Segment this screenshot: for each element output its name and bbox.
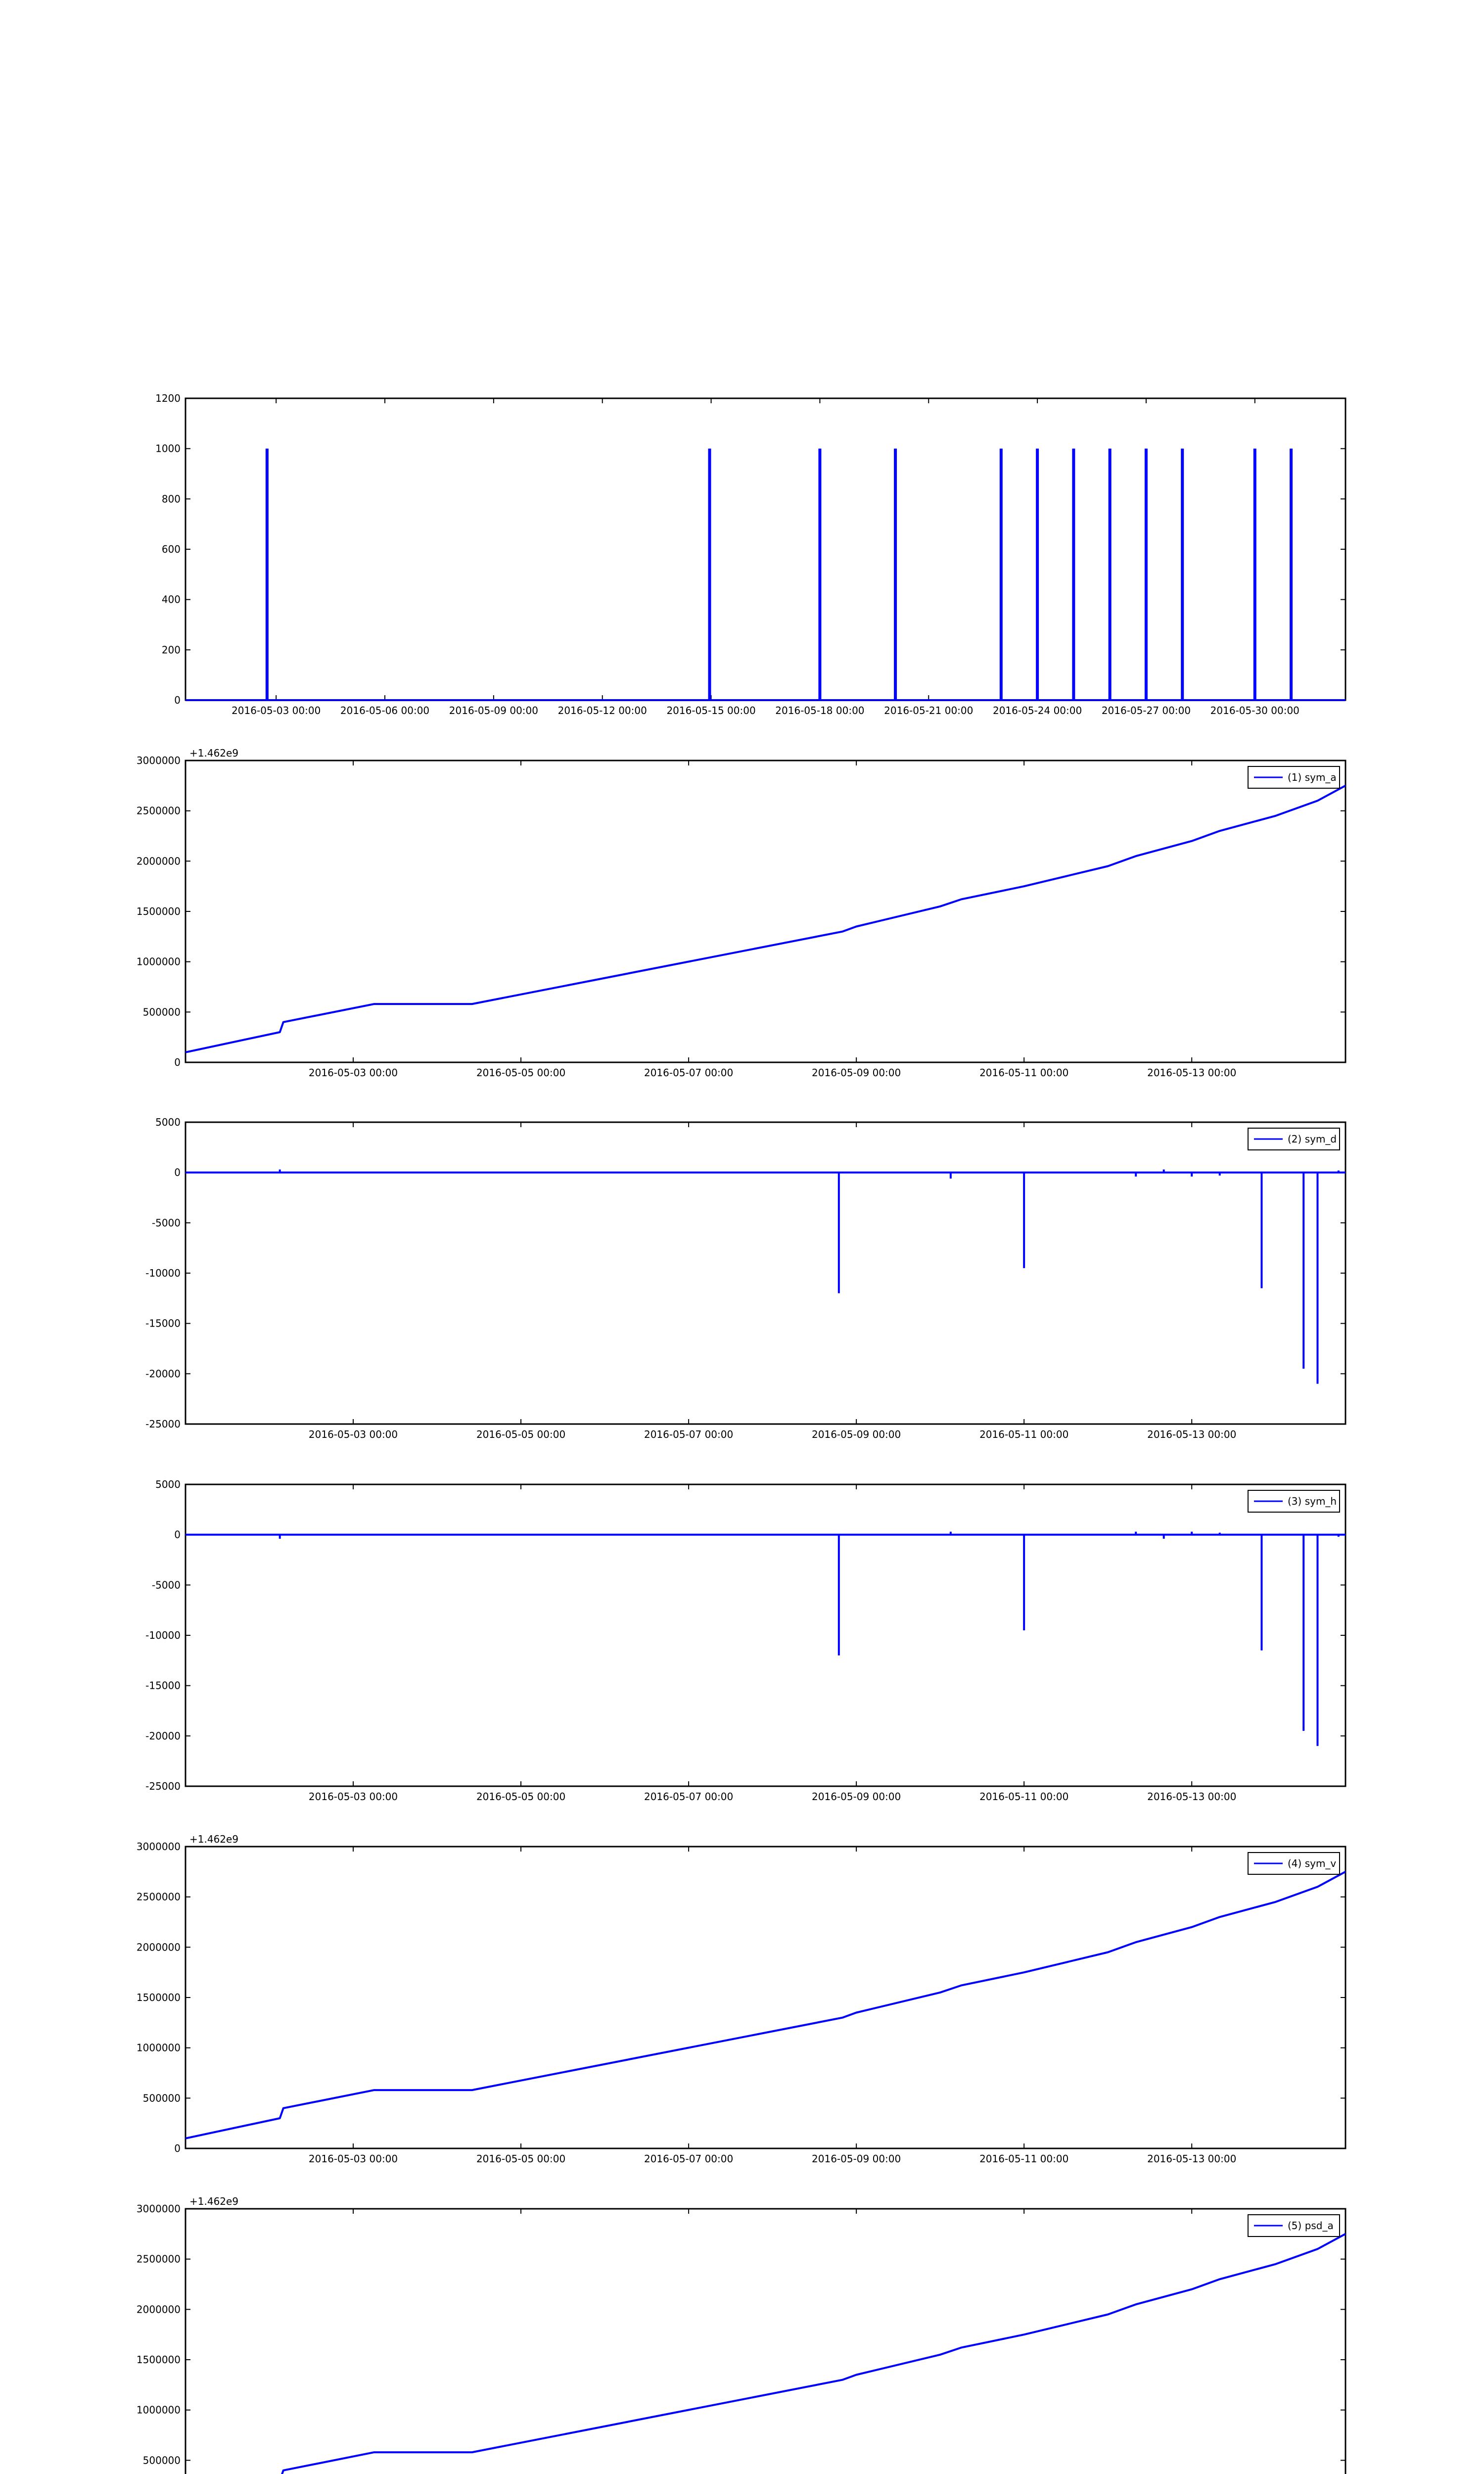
series-line bbox=[186, 786, 1345, 1052]
subplot-3 bbox=[145, 1116, 1345, 1440]
x-tick-label: 2016-05-15 00:00 bbox=[666, 705, 756, 716]
y-tick-label: -25000 bbox=[145, 1418, 181, 1430]
y-tick-label: -10000 bbox=[145, 1629, 181, 1641]
y-offset-label: +1.462e9 bbox=[189, 1833, 239, 1845]
x-tick-label: 2016-05-03 00:00 bbox=[232, 705, 321, 716]
y-tick-label: 600 bbox=[161, 543, 181, 555]
y-tick-label: 1000000 bbox=[136, 2042, 181, 2054]
x-tick-label: 2016-05-09 00:00 bbox=[812, 1791, 901, 1803]
y-tick-label: -20000 bbox=[145, 1730, 181, 1742]
legend bbox=[1248, 1128, 1340, 1150]
y-tick-label: -15000 bbox=[145, 1317, 181, 1330]
y-tick-label: 3000000 bbox=[136, 2203, 181, 2215]
x-tick-label: 2016-05-09 00:00 bbox=[812, 2153, 901, 2165]
legend-label: (2) sym_d bbox=[1288, 1133, 1337, 1145]
x-tick-label: 2016-05-09 00:00 bbox=[812, 1067, 901, 1079]
x-tick-label: 2016-05-24 00:00 bbox=[992, 705, 1082, 716]
x-tick-label: 2016-05-11 00:00 bbox=[979, 1791, 1069, 1803]
x-tick-label: 2016-05-05 00:00 bbox=[476, 2153, 566, 2165]
y-tick-label: 0 bbox=[174, 1528, 181, 1541]
y-tick-label: 500000 bbox=[142, 1006, 181, 1018]
y-offset-label: +1.462e9 bbox=[189, 2195, 239, 2207]
legend-label: (4) sym_v bbox=[1288, 1857, 1337, 1869]
subplot-4 bbox=[145, 1478, 1345, 1803]
y-tick-label: 500000 bbox=[142, 2092, 181, 2104]
y-tick-label: 1500000 bbox=[136, 1992, 181, 2003]
axes-frame bbox=[186, 1122, 1345, 1424]
subplot-1 bbox=[155, 392, 1345, 716]
series-line bbox=[186, 2234, 1345, 2474]
y-tick-label: -15000 bbox=[145, 1679, 181, 1692]
x-tick-label: 2016-05-05 00:00 bbox=[476, 1428, 566, 1440]
legend bbox=[1248, 1490, 1340, 1512]
x-tick-label: 2016-05-07 00:00 bbox=[644, 2153, 734, 2165]
y-tick-label: 1000000 bbox=[136, 2404, 181, 2416]
y-tick-label: -10000 bbox=[145, 1267, 181, 1279]
x-tick-label: 2016-05-30 00:00 bbox=[1210, 705, 1299, 716]
y-tick-label: 400 bbox=[161, 593, 181, 606]
y-tick-label: 0 bbox=[174, 2142, 181, 2154]
legend-label: (5) psd_a bbox=[1288, 2220, 1334, 2232]
axes-frame bbox=[186, 1484, 1345, 1786]
x-tick-label: 2016-05-06 00:00 bbox=[340, 705, 430, 716]
y-tick-label: 1500000 bbox=[136, 2354, 181, 2366]
y-tick-label: 2000000 bbox=[136, 2303, 181, 2316]
y-tick-label: 3000000 bbox=[136, 1841, 181, 1853]
x-tick-label: 2016-05-07 00:00 bbox=[644, 1428, 734, 1440]
subplot-6 bbox=[137, 2195, 1345, 2474]
y-tick-label: 1200 bbox=[155, 392, 181, 404]
legend-label: (1) sym_a bbox=[1288, 771, 1337, 783]
x-tick-label: 2016-05-03 00:00 bbox=[308, 1428, 398, 1440]
x-tick-label: 2016-05-03 00:00 bbox=[308, 1791, 398, 1803]
y-tick-label: -5000 bbox=[151, 1217, 181, 1229]
y-tick-label: 2500000 bbox=[136, 805, 181, 817]
x-tick-label: 2016-05-13 00:00 bbox=[1147, 1791, 1237, 1803]
axes-frame bbox=[186, 1847, 1345, 2148]
y-tick-label: 2000000 bbox=[136, 855, 181, 867]
x-tick-label: 2016-05-21 00:00 bbox=[884, 705, 974, 716]
y-tick-label: 0 bbox=[174, 1166, 181, 1179]
x-tick-label: 2016-05-05 00:00 bbox=[476, 1791, 566, 1803]
y-tick-label: 800 bbox=[161, 493, 181, 505]
y-tick-label: -25000 bbox=[145, 1780, 181, 1792]
x-tick-label: 2016-05-13 00:00 bbox=[1147, 2153, 1237, 2165]
axes-frame bbox=[186, 2209, 1345, 2474]
x-tick-label: 2016-05-09 00:00 bbox=[449, 705, 539, 716]
y-tick-label: -20000 bbox=[145, 1368, 181, 1380]
y-tick-label: 2000000 bbox=[136, 1941, 181, 1953]
y-tick-label: 0 bbox=[174, 694, 181, 706]
x-tick-label: 2016-05-09 00:00 bbox=[812, 1428, 901, 1440]
y-tick-label: 5000 bbox=[155, 1116, 181, 1128]
legend-label: (3) sym_h bbox=[1288, 1495, 1337, 1507]
x-tick-label: 2016-05-12 00:00 bbox=[557, 705, 647, 716]
x-tick-label: 2016-05-18 00:00 bbox=[775, 705, 865, 716]
y-offset-label: +1.462e9 bbox=[189, 747, 239, 759]
y-tick-label: 5000 bbox=[155, 1478, 181, 1490]
x-tick-label: 2016-05-07 00:00 bbox=[644, 1067, 734, 1079]
x-tick-label: 2016-05-11 00:00 bbox=[979, 1428, 1069, 1440]
legend bbox=[1248, 766, 1340, 788]
y-tick-label: 1000 bbox=[155, 442, 181, 455]
x-tick-label: 2016-05-11 00:00 bbox=[979, 2153, 1069, 2165]
x-tick-label: 2016-05-13 00:00 bbox=[1147, 1067, 1237, 1079]
y-tick-label: 1500000 bbox=[136, 905, 181, 917]
y-tick-label: 3000000 bbox=[136, 755, 181, 766]
legend bbox=[1248, 2215, 1340, 2236]
axes-frame bbox=[186, 398, 1345, 700]
y-tick-label: 500000 bbox=[142, 2454, 181, 2467]
y-tick-label: 2500000 bbox=[136, 1891, 181, 1903]
x-tick-label: 2016-05-11 00:00 bbox=[979, 1067, 1069, 1079]
y-tick-label: 200 bbox=[161, 644, 181, 656]
subplot-5 bbox=[137, 1833, 1345, 2165]
legend bbox=[1248, 1853, 1340, 1874]
y-tick-label: 1000000 bbox=[136, 955, 181, 968]
x-tick-label: 2016-05-27 00:00 bbox=[1101, 705, 1191, 716]
subplot-2 bbox=[137, 747, 1345, 1079]
axes-frame bbox=[186, 761, 1345, 1062]
y-tick-label: 0 bbox=[174, 1056, 181, 1068]
x-tick-label: 2016-05-03 00:00 bbox=[308, 2153, 398, 2165]
x-tick-label: 2016-05-07 00:00 bbox=[644, 1791, 734, 1803]
y-tick-label: 2500000 bbox=[136, 2253, 181, 2265]
series-line bbox=[186, 1872, 1345, 2139]
x-tick-label: 2016-05-13 00:00 bbox=[1147, 1428, 1237, 1440]
x-tick-label: 2016-05-03 00:00 bbox=[308, 1067, 398, 1079]
y-tick-label: -5000 bbox=[151, 1579, 181, 1591]
x-tick-label: 2016-05-05 00:00 bbox=[476, 1067, 566, 1079]
